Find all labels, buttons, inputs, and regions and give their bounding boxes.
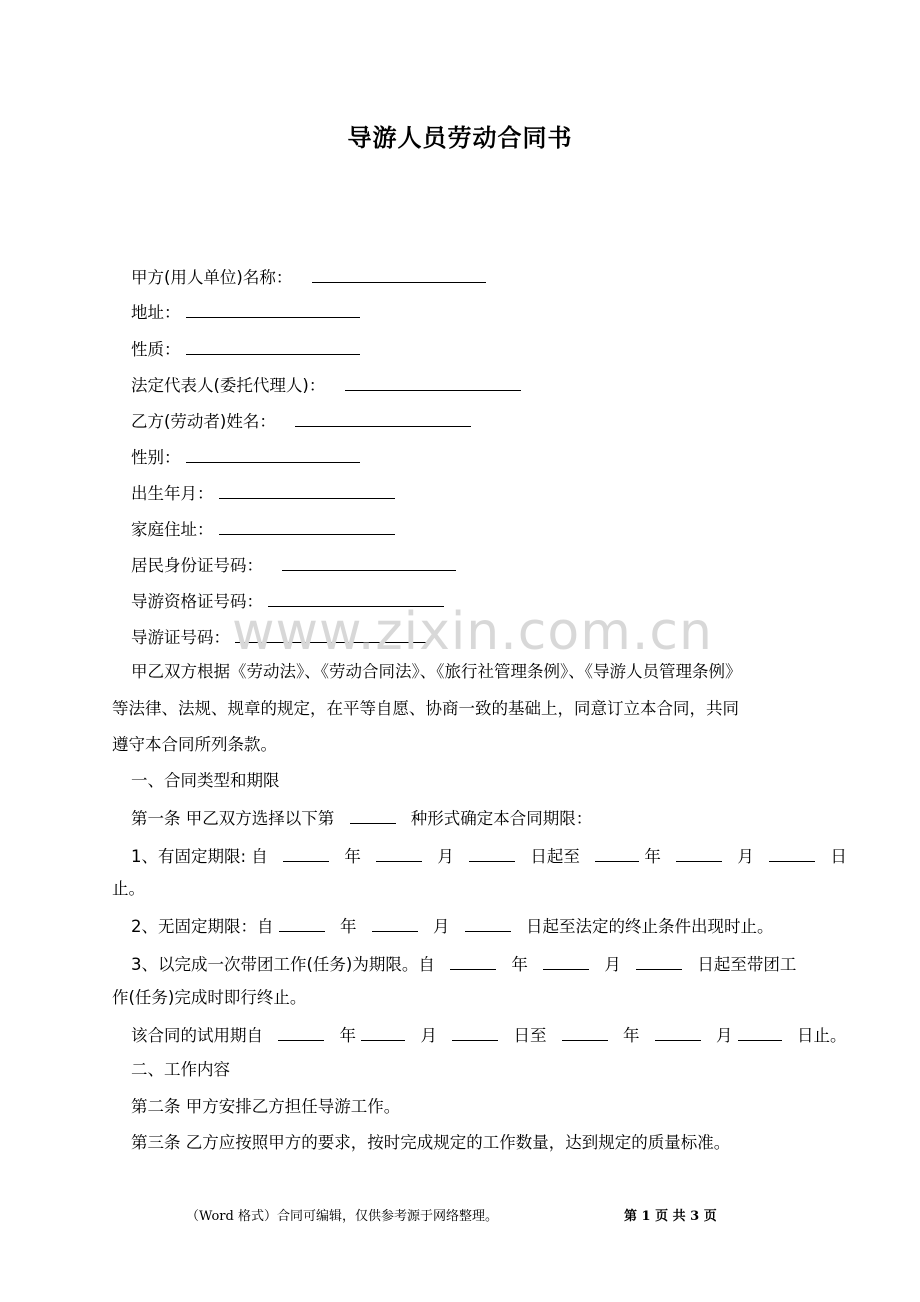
item-1-year-blank[interactable] <box>283 845 329 862</box>
item-1-day-blank[interactable] <box>469 845 515 862</box>
page-number: 第 1 页 共 3 页 <box>624 1209 717 1224</box>
legal-rep-label: 法定代表人(委托代理人)： <box>131 376 326 395</box>
article-1-text-a: 第一条 甲乙双方选择以下第 <box>131 809 335 828</box>
trial-end-month-label: 月 <box>716 1026 733 1045</box>
employer-name-row <box>131 266 486 288</box>
guide-cert-label: 导游证号码： <box>131 628 230 647</box>
trial-day-blank[interactable] <box>452 1024 498 1041</box>
guide-qual-label: 导游资格证号码： <box>131 592 263 611</box>
address-blank[interactable] <box>186 301 360 318</box>
section-1-heading: 一、合同类型和期限 <box>131 771 280 790</box>
article-3: 第三条 乙方应按照甲方的要求，按时完成规定的工作数量，达到规定的质量标准。 <box>131 1133 731 1152</box>
article-1-blank[interactable] <box>350 807 396 824</box>
item-3 <box>131 953 796 975</box>
item-2-month-blank[interactable] <box>372 915 418 932</box>
employer-name-label: 甲方(用人单位)名称： <box>131 268 293 287</box>
trial-end-day-blank[interactable] <box>738 1024 782 1041</box>
item-1-month-label: 月 <box>437 847 454 866</box>
trial-text: 该合同的试用期自 <box>131 1026 263 1045</box>
birth-label: 出生年月： <box>131 484 214 503</box>
nature-blank[interactable] <box>186 338 360 355</box>
birth-blank[interactable] <box>219 482 395 499</box>
item-1-end-year-label: 年 <box>644 847 661 866</box>
trial-end-label: 日止。 <box>797 1026 847 1045</box>
item-1-month-blank[interactable] <box>376 845 422 862</box>
employer-name-blank[interactable] <box>312 266 486 283</box>
section-2-heading: 二、工作内容 <box>131 1060 230 1079</box>
id-number-label: 居民身份证号码： <box>131 556 263 575</box>
trial-year-label: 年 <box>339 1026 356 1045</box>
employee-name-row <box>131 410 471 432</box>
document-title: 导游人员劳动合同书 <box>347 124 573 152</box>
preamble-line-1: 甲乙双方根据《劳动法》、《劳动合同法》、《旅行社管理条例》、《导游人员管理条例》 <box>131 662 742 681</box>
employee-name-blank[interactable] <box>295 410 471 427</box>
item-1-end-year-blank[interactable] <box>595 845 639 862</box>
item-3-year-blank[interactable] <box>450 953 496 970</box>
article-1-text-b: 种形式确定本合同期限： <box>410 809 593 828</box>
article-1 <box>131 807 592 829</box>
trial-year-blank[interactable] <box>278 1024 324 1041</box>
nature-row <box>131 338 360 360</box>
home-address-blank[interactable] <box>219 518 395 535</box>
preamble-line-2: 等法律、法规、规章的规定，在平等自愿、协商一致的基础上，同意订立本合同，共同 <box>112 699 739 718</box>
trial-end-year-blank[interactable] <box>562 1024 608 1041</box>
birth-row <box>131 482 395 504</box>
item-2 <box>131 915 774 937</box>
item-3-year-label: 年 <box>511 955 528 974</box>
item-3-text: 3、以完成一次带团工作(任务)为期限。自 <box>131 955 435 974</box>
watermark: www.zixin.com.cn <box>232 602 713 662</box>
item-2-year-blank[interactable] <box>279 915 325 932</box>
item-1-end-day-blank[interactable] <box>769 845 815 862</box>
item-2-month-label: 月 <box>433 917 450 936</box>
trial-month-label: 月 <box>420 1026 437 1045</box>
item-2-day-blank[interactable] <box>465 915 511 932</box>
item-1-text: 1、有固定期限: 自 <box>131 847 268 866</box>
address-row <box>131 301 360 323</box>
trial-month-blank[interactable] <box>361 1024 405 1041</box>
id-number-row <box>131 554 456 576</box>
trial-to-label: 日至 <box>513 1026 547 1045</box>
gender-label: 性别： <box>131 448 181 467</box>
legal-rep-row <box>131 374 521 396</box>
item-3-cont: 作(任务)完成时即行终止。 <box>112 988 307 1007</box>
footer-note: （Word 格式）合同可编辑，仅供参考源于网络整理。 <box>186 1209 498 1224</box>
item-1-cont: 止。 <box>112 879 145 898</box>
item-1 <box>131 845 847 867</box>
item-2-end: 日起至法定的终止条件出现时止。 <box>526 917 774 936</box>
item-1-end-month-blank[interactable] <box>676 845 722 862</box>
item-1-year-label: 年 <box>344 847 361 866</box>
trial-period <box>131 1024 847 1046</box>
item-3-day-blank[interactable] <box>636 953 682 970</box>
address-label: 地址： <box>131 303 181 322</box>
id-number-blank[interactable] <box>282 554 456 571</box>
item-3-month-blank[interactable] <box>543 953 589 970</box>
nature-label: 性质： <box>131 340 181 359</box>
item-3-end: 日起至带团工 <box>697 955 797 974</box>
gender-row <box>131 446 360 468</box>
home-address-row <box>131 518 395 540</box>
home-address-label: 家庭住址： <box>131 520 214 539</box>
item-2-text: 2、无固定期限：自 <box>131 917 274 936</box>
legal-rep-blank[interactable] <box>345 374 521 391</box>
trial-end-month-blank[interactable] <box>655 1024 701 1041</box>
item-1-from-label: 日起至 <box>530 847 580 866</box>
item-1-end-month-label: 月 <box>737 847 754 866</box>
item-2-year-label: 年 <box>340 917 357 936</box>
preamble-line-3: 遵守本合同所列条款。 <box>112 735 277 754</box>
employee-name-label: 乙方(劳动者)姓名： <box>131 412 276 431</box>
trial-end-year-label: 年 <box>623 1026 640 1045</box>
item-3-month-label: 月 <box>604 955 621 974</box>
gender-blank[interactable] <box>186 446 360 463</box>
item-1-end-day-label: 日 <box>830 847 847 866</box>
article-2: 第二条 甲方安排乙方担任导游工作。 <box>131 1097 401 1116</box>
